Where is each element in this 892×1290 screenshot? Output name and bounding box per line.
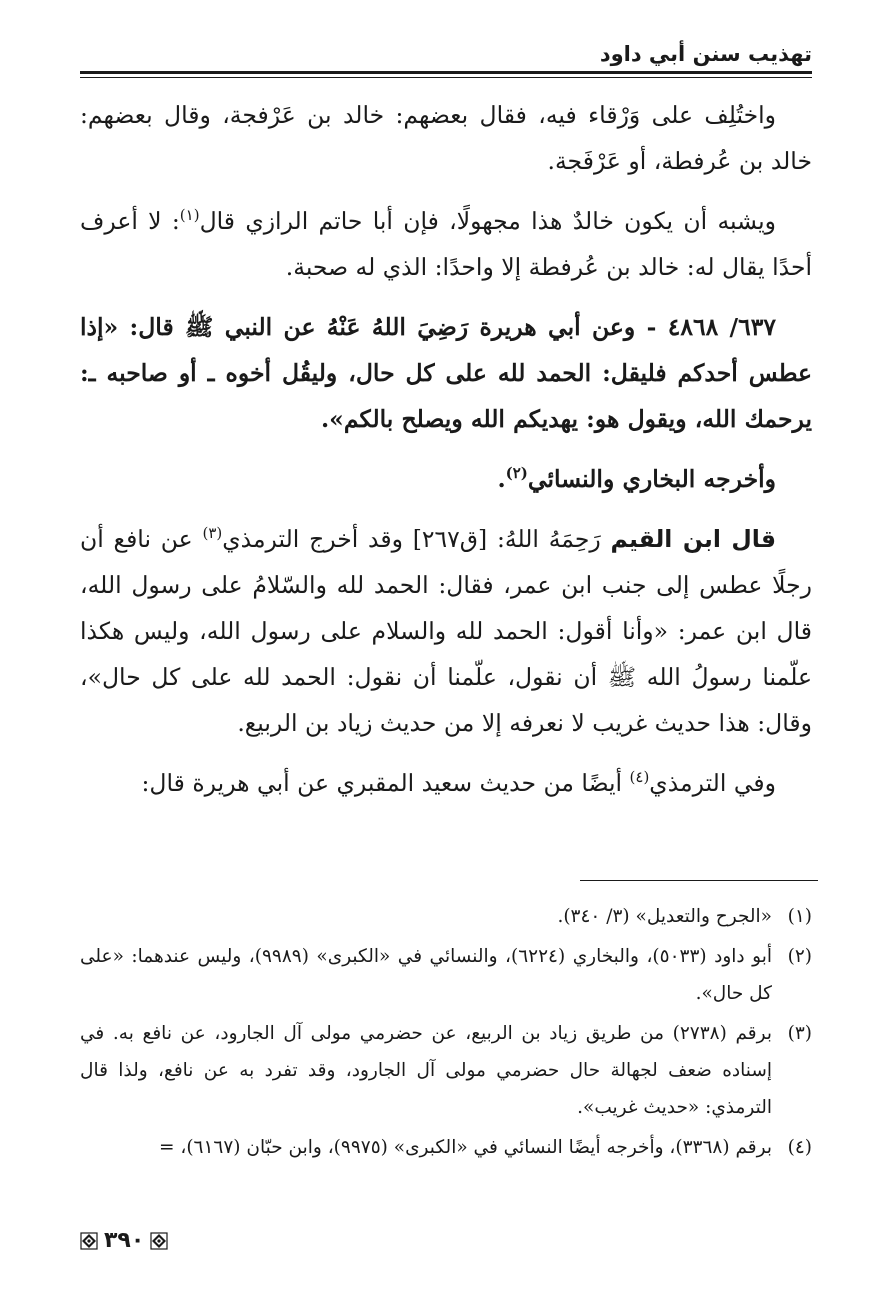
header-rule-thin xyxy=(80,77,812,78)
footnote-text: أبو داود (٥٠٣٣)، والبخاري (٦٢٢٤)، والنسائي في «الكبرى» (٩٩٨٩)، وليس عندهما: «على كل حال». xyxy=(80,946,772,1004)
manuscript-ref: : [ق٢٦٧] وقد أخرج الترمذي xyxy=(222,525,505,553)
paragraph-ibn-al-qayyim xyxy=(80,516,812,746)
footnote-4 xyxy=(80,1129,812,1166)
footnote-ref-1: (١) xyxy=(179,206,200,225)
hadith-text: وعن أبي هريرة رَضِيَ اللهُ عَنْهُ عن النبي ﷺ قال: «إذا عطس أحدكم فليقل: الحمد لله على كل حال، وليقُل أخوه ـ أو صاحبه ـ: يرحمك الله، ويقول هو: يهديكم الله ويصلح بالكم». xyxy=(80,313,812,433)
footnote-1 xyxy=(80,898,812,935)
paragraph-narration-variants: واختُلِف على وَرْقاء فيه، فقال بعضهم: خالد بن عَرْفجة، وقال بعضهم: خالد بن عُرفطة، أو عَرْفَجة. xyxy=(80,101,812,175)
page-number-value: ٣٩٠ xyxy=(104,1228,145,1253)
hadith-number: ٦٣٧/ ٤٨٦٨ - xyxy=(646,313,776,341)
paragraph-text: أيضًا من حديث سعيد المقبري عن أبي هريرة قال: xyxy=(141,769,630,797)
footnote-number: (٢) xyxy=(787,946,812,967)
ornament-icon xyxy=(80,1232,98,1250)
paragraph-takhrij xyxy=(80,456,812,502)
running-header: تهذيب سنن أبي داود xyxy=(599,42,812,66)
footnote-number: (١) xyxy=(787,906,812,927)
ibn-al-qayyim-lead: قال ابن القيم xyxy=(610,525,776,553)
paragraph-abu-hatim xyxy=(80,198,812,290)
paragraph-text: ويشبه أن يكون خالدٌ هذا مجهولًا، فإن أبا حاتم الرازي قال xyxy=(199,207,776,235)
paragraph-text: عن نافع أن رجلًا عطس إلى جنب ابن عمر، فقال: الحمد لله والسّلامُ على رسول الله، قال ابن عمر: «وأنا أقول: الحمد لله والسلام على رسول الله، وليس هكذا علّمنا رسولُ الله ﷺ أن نقول، علّمنا أن نقول: الحمد لله على كل حال»، وقال: هذا حديث غريب لا نعرفه إلا من حديث زياد بن الربيع. xyxy=(80,525,812,737)
ornament-icon xyxy=(150,1232,168,1250)
footnote-ref-3: (٣) xyxy=(202,524,223,543)
footnote-text: «الجرح والتعديل» (٣/ ٣٤٠). xyxy=(557,906,772,927)
footnote-text: برقم (٢٧٣٨) من طريق زياد بن الربيع، عن حضرمي مولى آل الجارود، عن نافع به. في إسناده ضعف لجهالة حال حضرمي مولى آل الجارود، وقد تفرد به عن نافع، ولذا قال الترمذي: «حديث غريب». xyxy=(80,1023,772,1118)
footnote-ref-4: (٤) xyxy=(629,768,650,787)
footnote-ref-2: (٢) xyxy=(505,464,528,483)
paragraph-text: وأخرجه البخاري والنسائي xyxy=(527,465,776,493)
footnote-number: (٤) xyxy=(787,1137,812,1158)
header-rule-thick xyxy=(80,71,812,74)
paragraph-tirmidhi xyxy=(80,760,812,806)
footnote-number: (٣) xyxy=(787,1023,812,1044)
paragraph-end: . xyxy=(497,465,506,493)
footnote-text: برقم (٣٣٦٨)، وأخرجه أيضًا النسائي في «الكبرى» (٩٩٧٥)، وابن حبّان (٦١٦٧)، = xyxy=(158,1137,772,1158)
footnotes xyxy=(80,898,812,1169)
page-number xyxy=(80,1228,168,1253)
footnote-3 xyxy=(80,1015,812,1126)
paragraph-text: : لا أعرف أحدًا يقال له: خالد بن عُرفطة إلا واحدًا: الذي له صحبة. xyxy=(80,207,812,281)
honorific: رَحِمَهُ اللهُ xyxy=(504,525,601,553)
paragraph-hadith-637 xyxy=(80,304,812,442)
footnote-2 xyxy=(80,938,812,1012)
footnote-separator xyxy=(580,880,818,881)
main-text xyxy=(80,92,812,820)
paragraph-text: وفي الترمذي xyxy=(649,769,776,797)
